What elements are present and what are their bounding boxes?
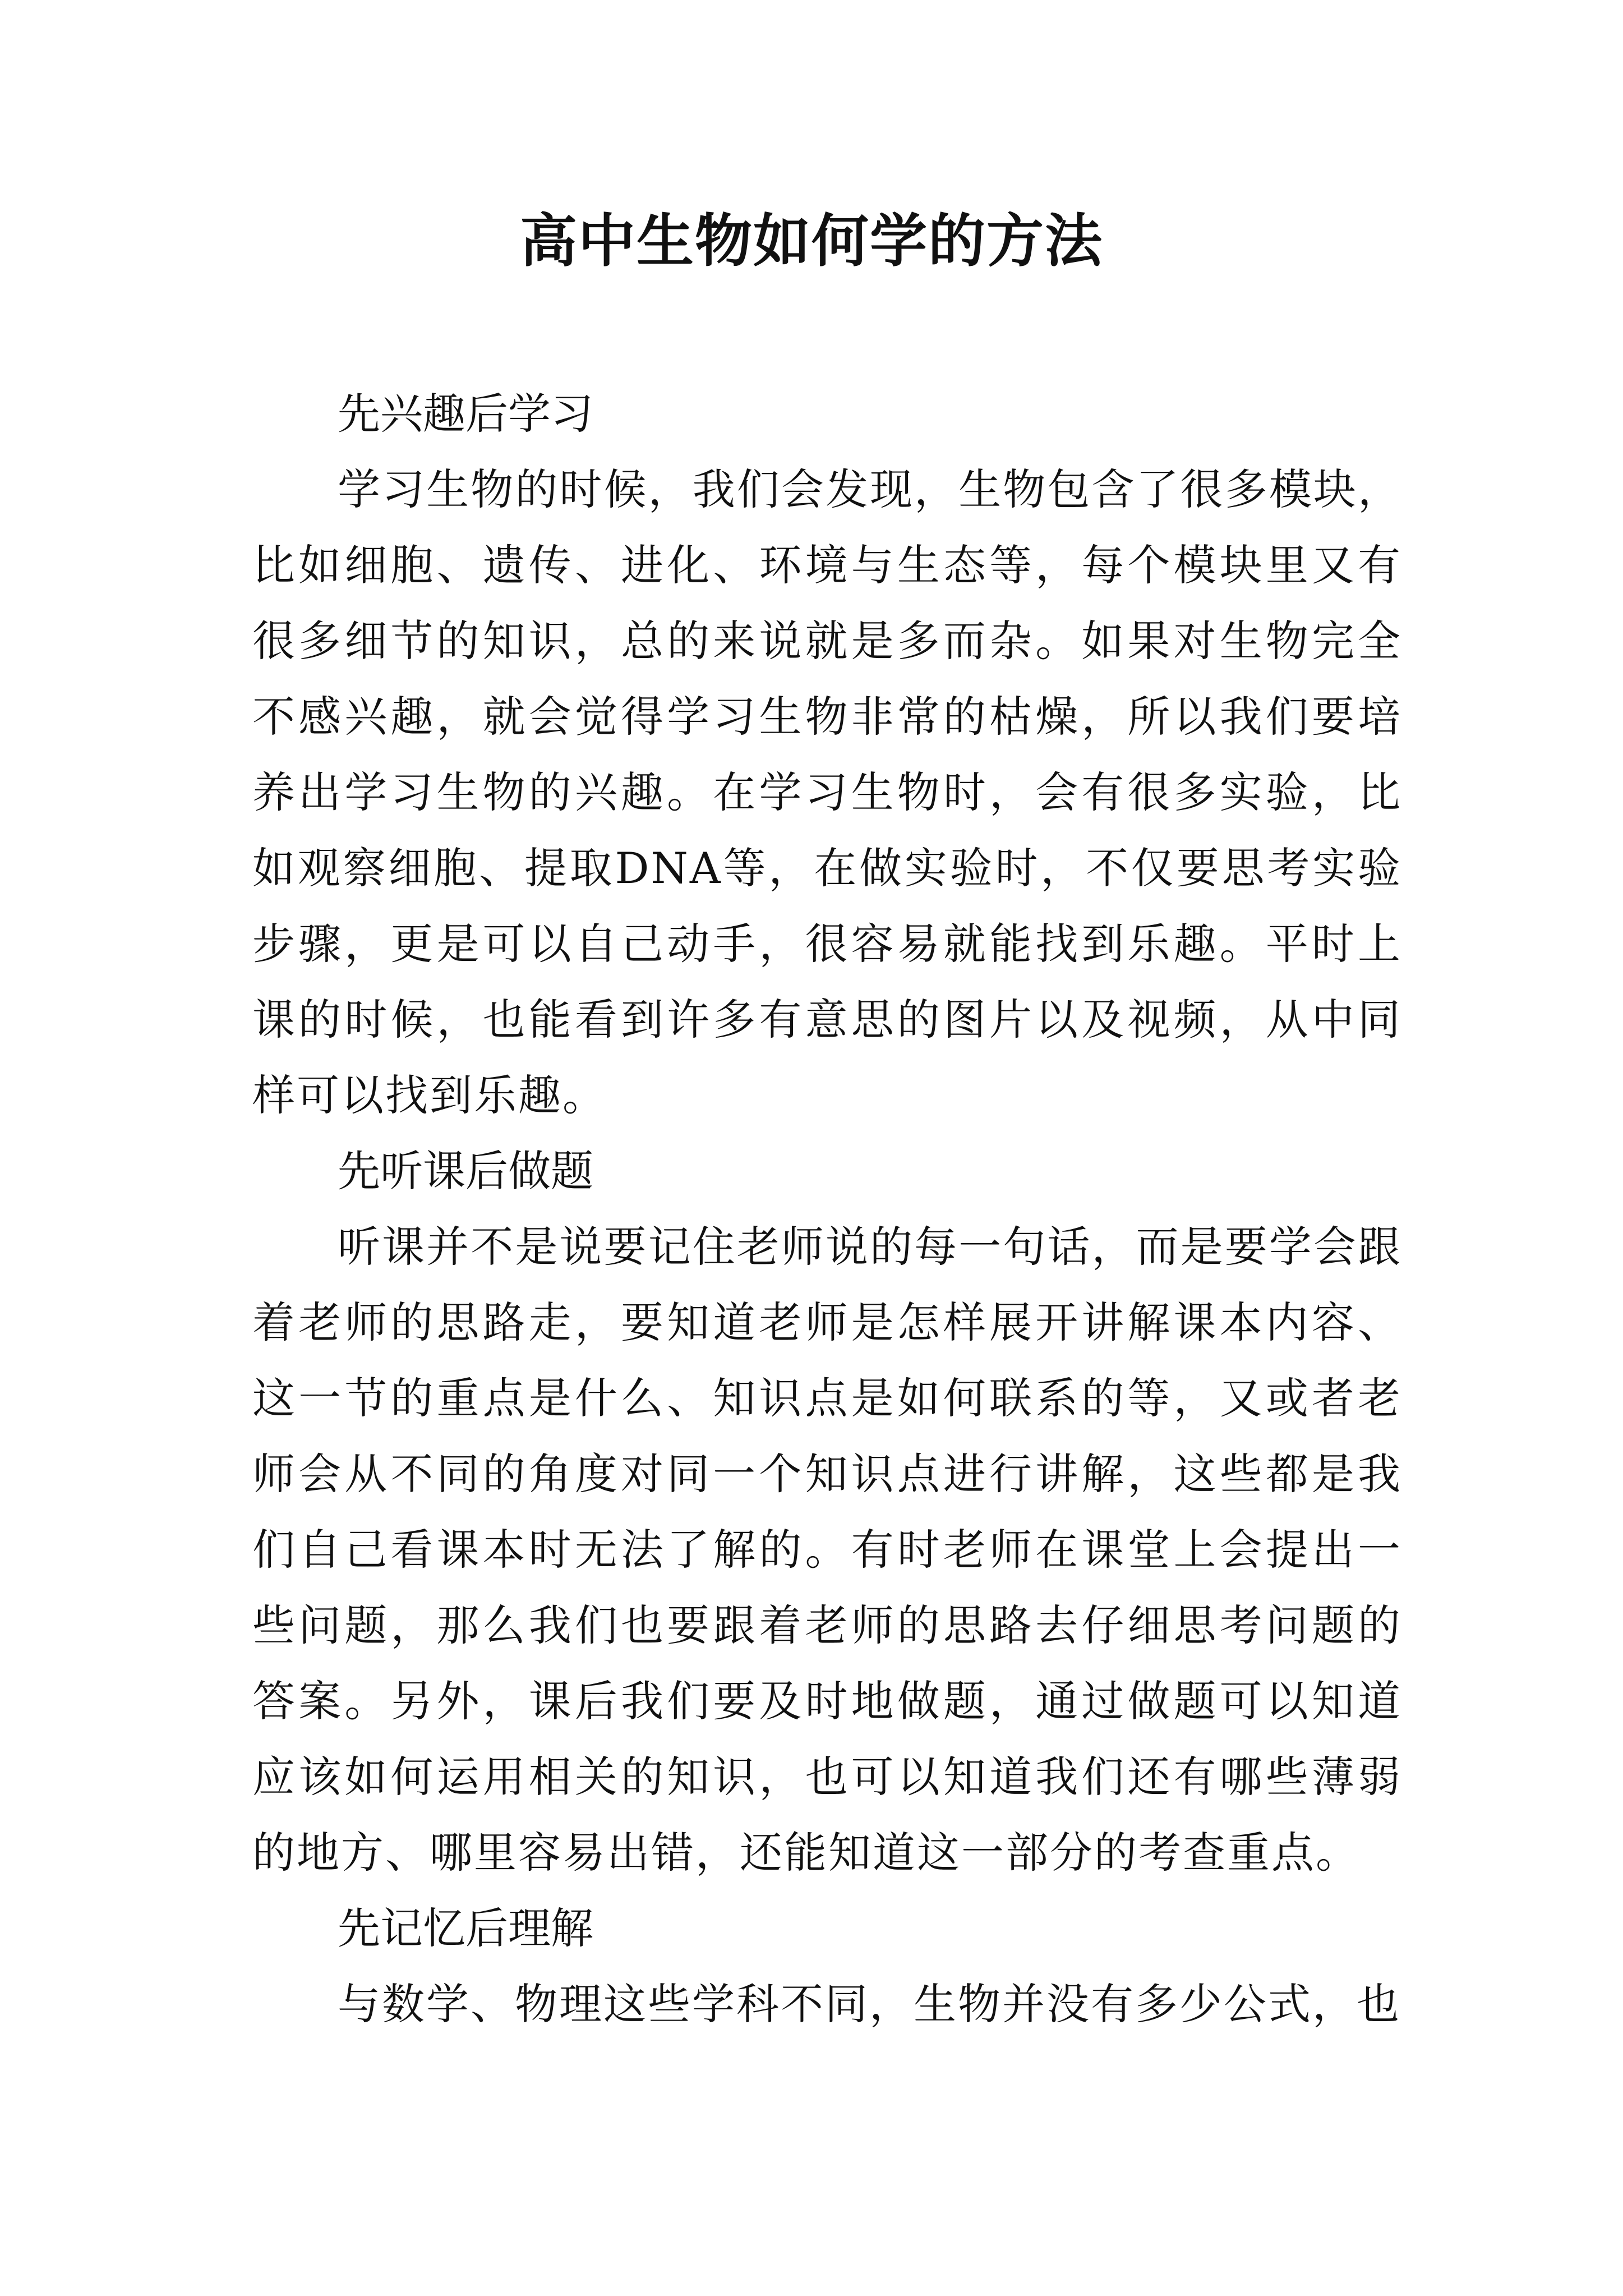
section-paragraph: 与数学、物理这些学科不同，生物并没有多少公式，也: [338, 1979, 1401, 2029]
section-heading: 先听课后做题: [338, 1146, 593, 1196]
section-paragraph: 学习生物的时候，我们会发现，生物包含了很多模块，比如细胞、遗传、进化、环境与生态等，每个模块里又有很多细节的知识，总的来说就是多而杂。如果对生物完全不感兴趣，就会觉得学习生物非常的枯燥，所以我们要培养出学习生物的兴趣。在学习生物时，会有很多实验，比如观察细胞、提取DNA等，在做实验时，不仅要思考实验步骤，更是可以自己动手，很容易就能找到乐趣。平时上课的时候，也能看到许多有意思的图片以及视频，从中同样可以找到乐趣。: [252, 464, 1402, 1120]
section-paragraph: 听课并不是说要记住老师说的每一句话，而是要学会跟着老师的思路走，要知道老师是怎样展开讲解课本内容、这一节的重点是什么、知识点是如何联系的等，又或者老师会从不同的角度对同一个知识点进行讲解，这些都是我们自己看课本时无法了解的。有时老师在课堂上会提出一些问题，那么我们也要跟着老师的思路去仔细思考问题的答案。另外，课后我们要及时地做题，通过做题可以知道应该如何运用相关的知识，也可以知道我们还有哪些薄弱的地方、哪里容易出错，还能知道这一部分的考查重点。: [252, 1222, 1402, 1878]
document-title: 高中生物如何学的方法: [520, 208, 1103, 275]
section-heading: 先兴趣后学习: [338, 389, 593, 439]
section-heading: 先记忆后理解: [338, 1903, 593, 1953]
section-interest-first: [252, 376, 1402, 1133]
section-memorize-first: [252, 1890, 1402, 2042]
document-body: [252, 376, 1402, 2042]
section-listen-first: [252, 1133, 1402, 1890]
